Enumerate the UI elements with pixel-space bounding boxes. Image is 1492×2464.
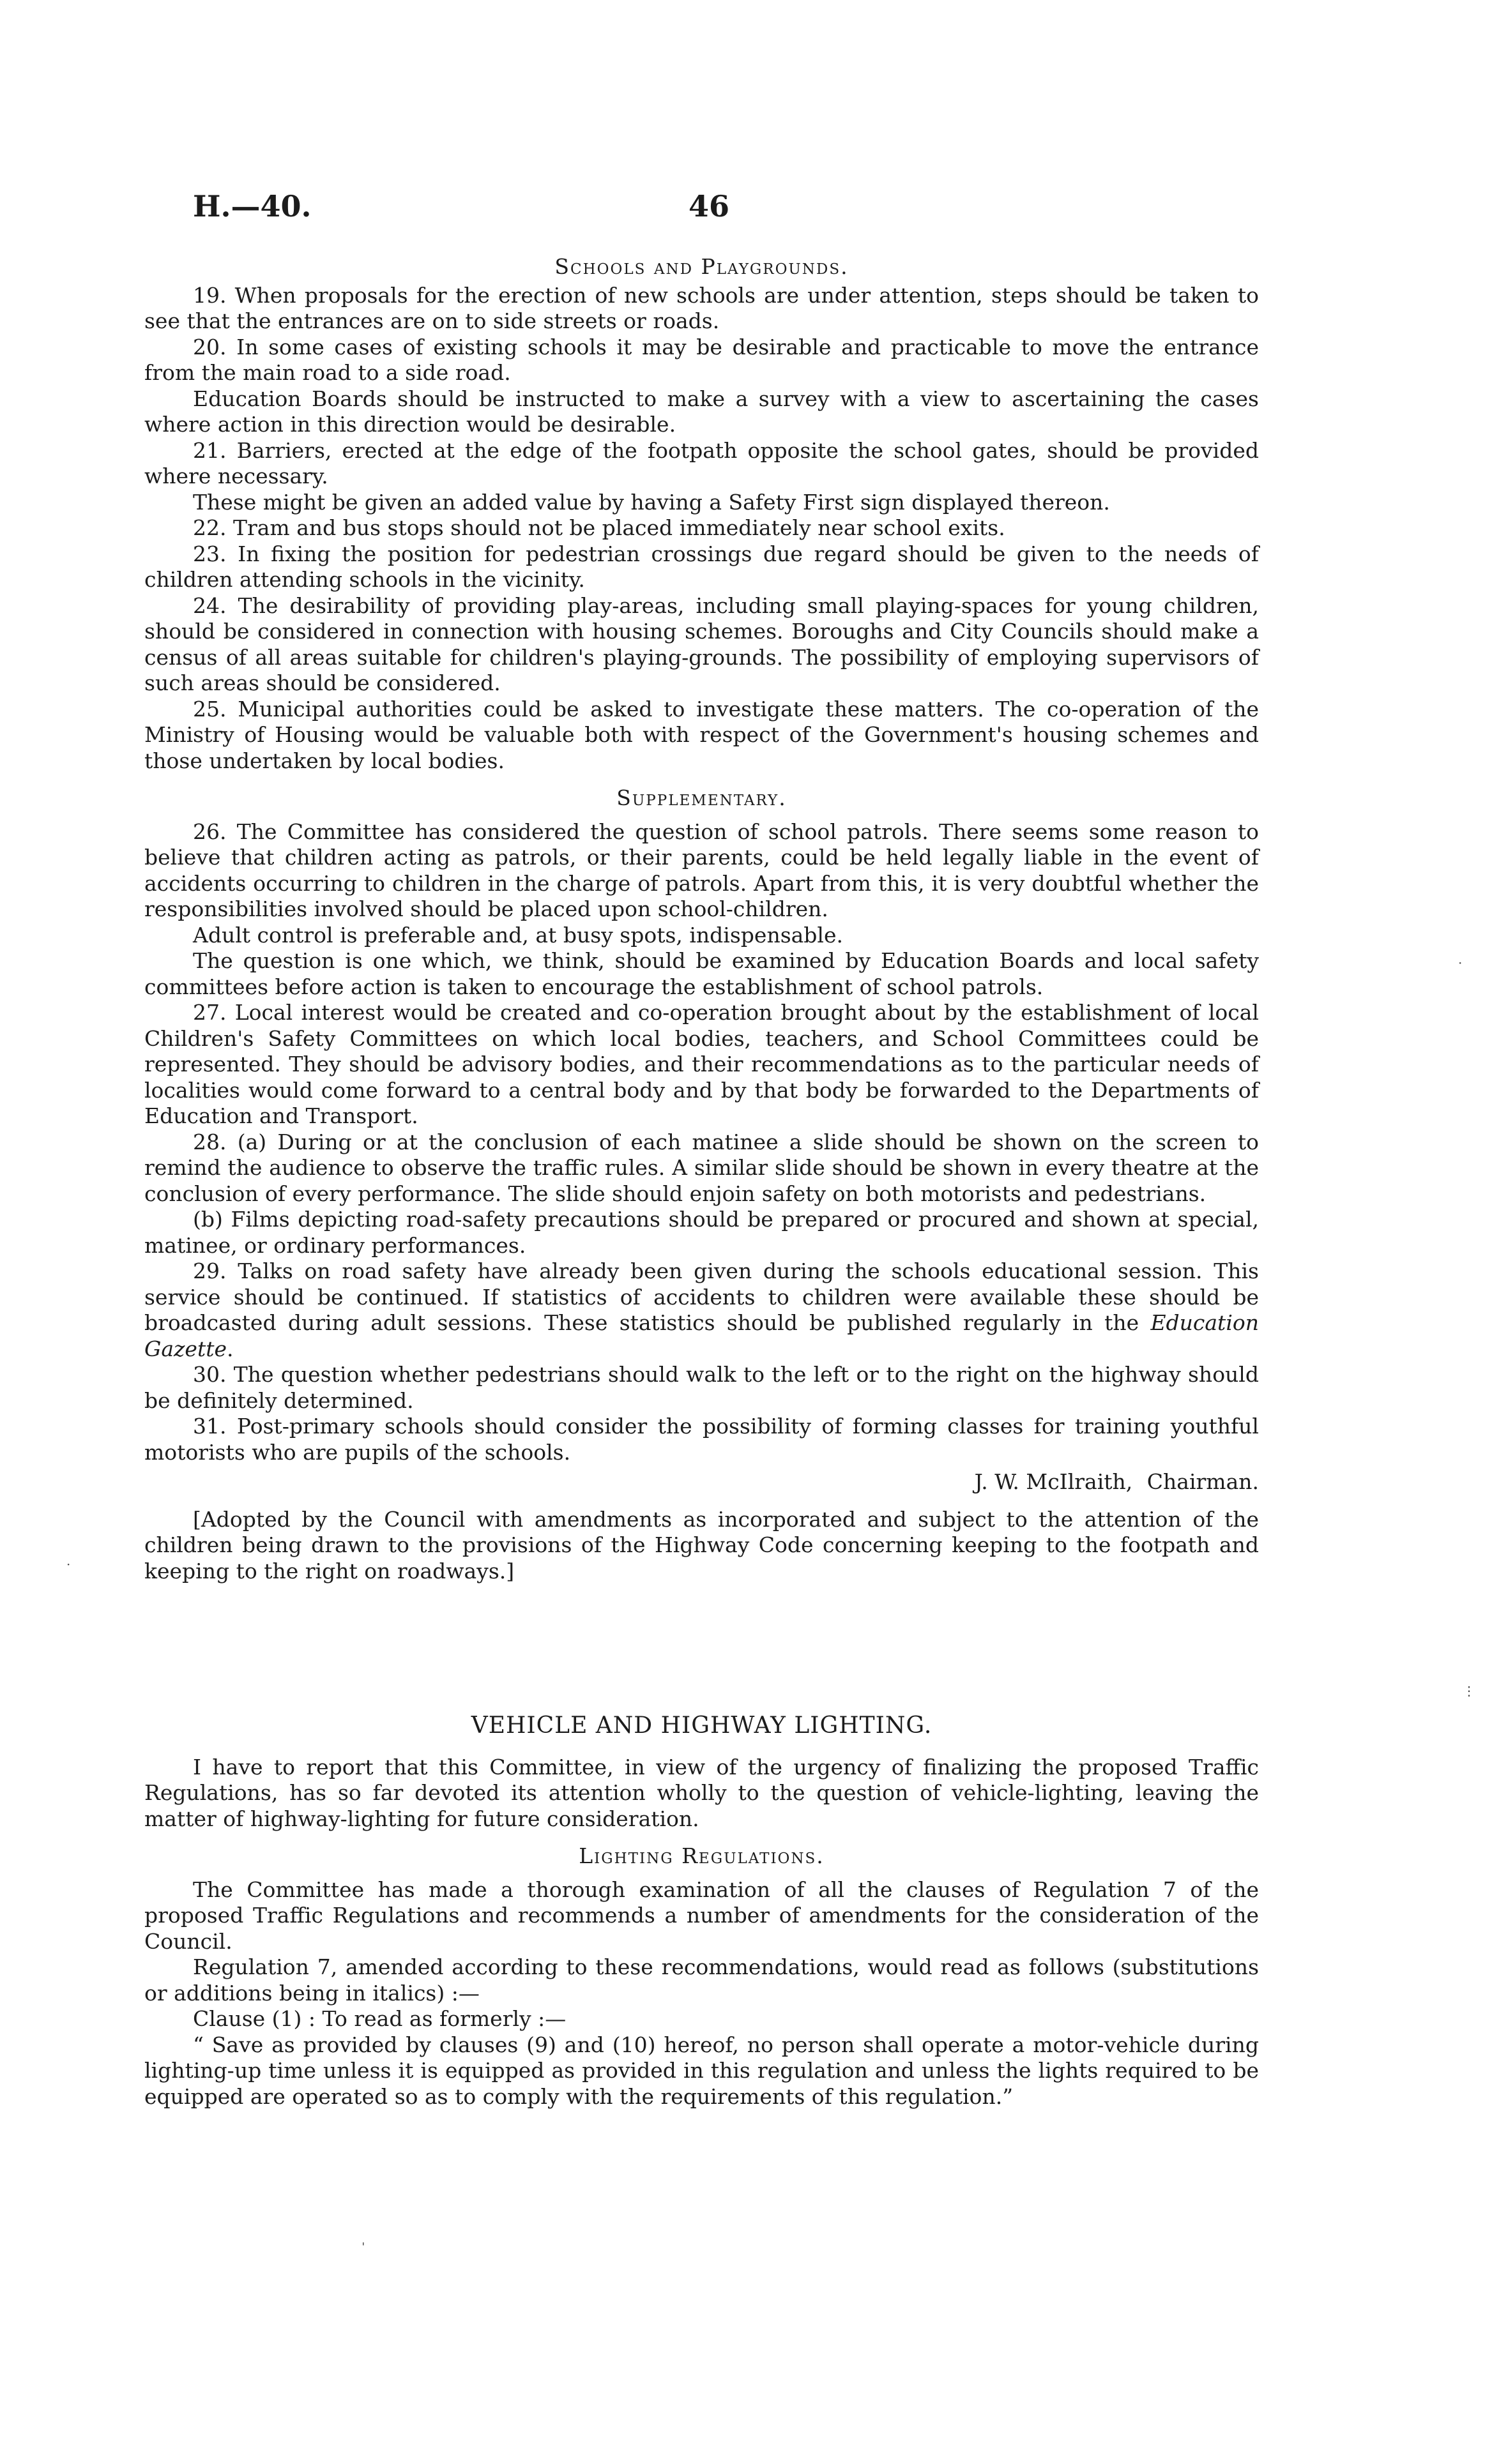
paragraph: 24. The desirability of providing play-areas, including small playing-spaces for young children, should be considered in connection with housing schemes. Boroughs and City Councils should make a census of all areas suitable for children's playing-grounds. The possibility of employing supervisors of such areas should be considered. bbox=[144, 593, 1259, 695]
paragraph: I have to report that this Committee, in view of the urgency of finalizing the proposed Traffic Regulations, has so far devoted its attention wholly to the question of vehicle-lighting, leaving the matter of highway-lighting for future consideration. bbox=[144, 1754, 1259, 1831]
margin-mark: ⋮ bbox=[1463, 1683, 1475, 1698]
paragraph: 31. Post-primary schools should consider the possibility of forming classes for training youthful motorists who are pupils of the schools. bbox=[144, 1414, 1259, 1465]
clause-label: Clause (1) : To read as formerly :— bbox=[193, 2006, 567, 2031]
running-head bbox=[0, 189, 1492, 234]
paragraph: The question is one which, we think, should be examined by Education Boards and local safety committees before action is taken to encourage the establishment of school patrols. bbox=[144, 948, 1259, 999]
paragraph: The Committee has made a thorough examination of all the clauses of Regulation 7 of the proposed Traffic Regulations and recommends a number of amendments for the consideration of the Council. bbox=[144, 1877, 1259, 1954]
margin-mark: · bbox=[66, 1557, 71, 1572]
paragraph-29-text: 29. Talks on road safety have already been given during the schools educational session. This service should be continued. If statistics of accidents to children were available these should be broadcasted during adult sessions. These statistics should be published regularly in the bbox=[144, 1258, 1259, 1335]
adopted-note: [Adopted by the Council with amendments as incorporated and subject to the attention of the children being drawn to the provisions of the Highway Code concerning keeping to the footpath and keeping to the right on roadways.] bbox=[144, 1506, 1259, 1583]
page-number: 46 bbox=[689, 189, 730, 223]
paragraph-29 bbox=[144, 1258, 1259, 1362]
paragraph-29-end: . bbox=[227, 1336, 234, 1361]
schools-heading: Schools and Playgrounds. bbox=[554, 254, 849, 279]
paragraph: Education Boards should be instructed to make a survey with a view to ascertaining the cases where action in this direction would be desirable. bbox=[144, 386, 1259, 437]
vehicle-heading: VEHICLE AND HIGHWAY LIGHTING. bbox=[471, 1712, 933, 1739]
paragraph: 22. Tram and bus stops should not be placed immediately near school exits. bbox=[193, 515, 1005, 540]
paragraph: Regulation 7, amended according to these recommendations, would read as follows (substitutions or additions being in italics) :— bbox=[144, 1954, 1259, 2006]
lighting-regulations-heading: Lighting Regulations. bbox=[579, 1843, 825, 1868]
gazette-title: Education Gazette bbox=[144, 1310, 1259, 1361]
margin-mark: ˈ bbox=[362, 2240, 365, 2255]
signature bbox=[144, 1469, 1259, 1495]
paragraph: Adult control is preferable and, at busy spots, indispensable. bbox=[193, 922, 844, 948]
margin-mark: · bbox=[1458, 955, 1463, 971]
paragraph: 27. Local interest would be created and co-operation brought about by the establishment of local Children's Safety Committees on which local bodies, teachers, and School Committees could be represented. They should be advisory bodies, and their recommendations as to the particular needs of localities would come forward to a central body and by that body be forwarded to the Departments of Education and Transport. bbox=[144, 1000, 1259, 1128]
paragraph: These might be given an added value by having a Safety First sign displayed thereon. bbox=[193, 489, 1110, 515]
paragraph: 23. In fixing the position for pedestrian crossings due regard should be given to the needs of children attending schools in the vicinity. bbox=[144, 541, 1259, 592]
paragraph: 25. Municipal authorities could be asked to investigate these matters. The co-operation of the Ministry of Housing would be valuable both with respect of the Government's housing schemes and those undertaken by local bodies. bbox=[144, 696, 1259, 773]
signature-role: Chairman. bbox=[1146, 1469, 1259, 1494]
paragraph: 26. The Committee has considered the question of school patrols. There seems some reason to believe that children acting as patrols, or their parents, could be held legally liable in the event of accidents occurring to children in the charge of patrols. Apart from this, it is very doubtful whether the responsibilities involved should be placed upon school-children. bbox=[144, 819, 1259, 921]
paragraph: (b) Films depicting road-safety precautions should be prepared or procured and shown at special, matinee, or ordinary performances. bbox=[144, 1207, 1259, 1258]
supplementary-heading: Supplementary. bbox=[616, 785, 787, 810]
paragraph: 28. (a) During or at the conclusion of each matinee a slide should be shown on the screen to remind the audience to observe the traffic rules. A similar slide should be shown in every theatre at the conclusion of every performance. The slide should enjoin safety on both motorists and pedestrians. bbox=[144, 1129, 1259, 1206]
page-code: H.—40. bbox=[193, 189, 312, 223]
paragraph: 20. In some cases of existing schools it may be desirable and practicable to move the entrance from the main road to a side road. bbox=[144, 334, 1259, 385]
report-body bbox=[144, 254, 1259, 1584]
signature-name: J. W. McIlraith, bbox=[974, 1469, 1133, 1494]
paragraph: 30. The question whether pedestrians should walk to the left or to the right on the highway should be definitely determined. bbox=[144, 1362, 1259, 1413]
paragraph: 21. Barriers, erected at the edge of the footpath opposite the school gates, should be provided where necessary. bbox=[144, 437, 1259, 488]
regulation-quote: “ Save as provided by clauses (9) and (10) hereof, no person shall operate a motor-vehicle during lighting-up time unless it is equipped as provided in this regulation and unless the lights required to be equipped are operated so as to comply with the requirements of this regulation.” bbox=[144, 2032, 1259, 2109]
paragraph: 19. When proposals for the erection of new schools are under attention, steps should be taken to see that the entrances are on to side streets or roads. bbox=[144, 282, 1259, 333]
vehicle-lighting-section bbox=[144, 1713, 1259, 2110]
